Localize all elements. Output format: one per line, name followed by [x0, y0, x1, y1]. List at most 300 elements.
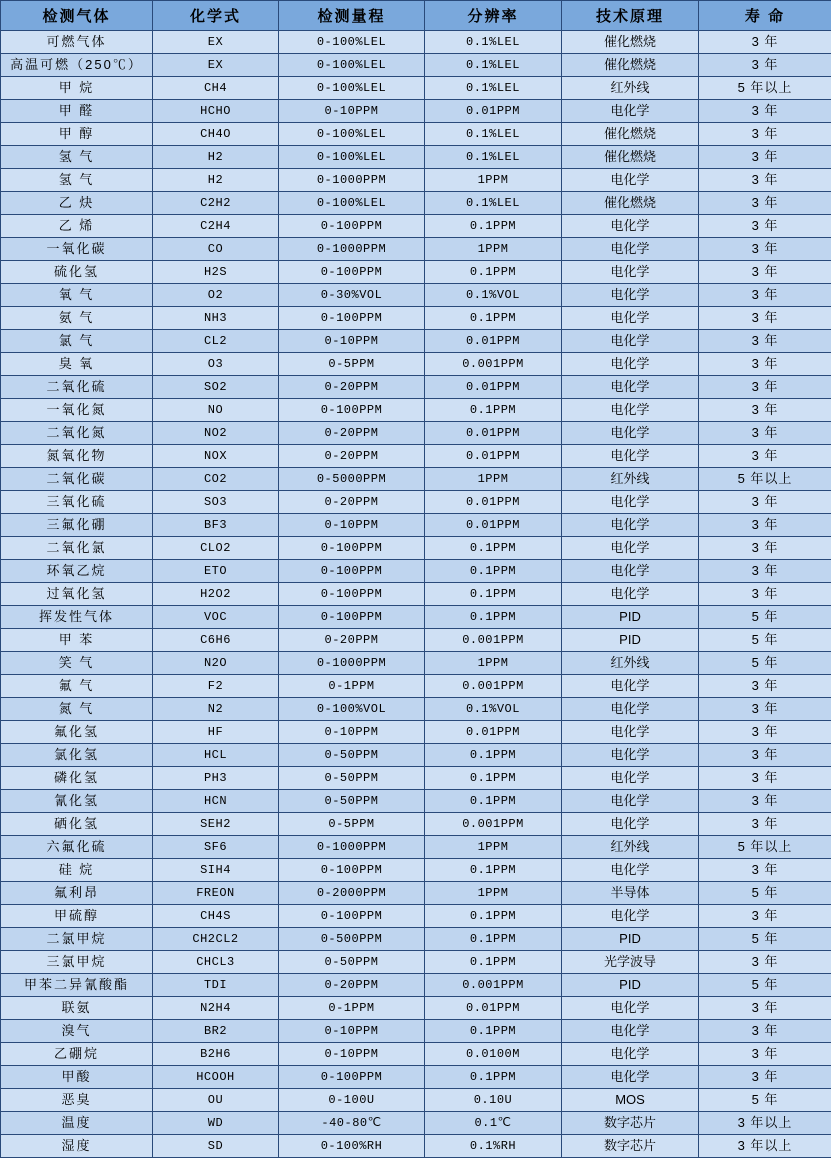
cell-technical-principle: 数字芯片	[562, 1135, 699, 1158]
cell-chemical-formula: HCN	[153, 790, 279, 813]
cell-resolution: 0.1PPM	[425, 1066, 562, 1089]
table-row	[1, 974, 831, 997]
cell-lifetime: 3 年	[699, 54, 831, 77]
cell-lifetime: 3 年	[699, 284, 831, 307]
cell-gas-name: 氯化氢	[1, 744, 153, 767]
cell-technical-principle: 数字芯片	[562, 1112, 699, 1135]
cell-detection-range: 0-20PPM	[279, 445, 425, 468]
cell-lifetime: 5 年以上	[699, 468, 831, 491]
cell-chemical-formula: EX	[153, 31, 279, 54]
table-row	[1, 399, 831, 422]
table-row	[1, 77, 831, 100]
table-row	[1, 54, 831, 77]
cell-chemical-formula: SF6	[153, 836, 279, 859]
cell-detection-range: 0-50PPM	[279, 790, 425, 813]
cell-chemical-formula: NOX	[153, 445, 279, 468]
cell-chemical-formula: HCL	[153, 744, 279, 767]
cell-chemical-formula: HF	[153, 721, 279, 744]
cell-gas-name: 一氧化碳	[1, 238, 153, 261]
cell-gas-name: 甲 醛	[1, 100, 153, 123]
cell-resolution: 0.1PPM	[425, 261, 562, 284]
cell-gas-name: 二氧化氮	[1, 422, 153, 445]
cell-technical-principle: 催化燃烧	[562, 54, 699, 77]
cell-gas-name: 氟 气	[1, 675, 153, 698]
cell-technical-principle: 电化学	[562, 790, 699, 813]
cell-chemical-formula: CLO2	[153, 537, 279, 560]
cell-technical-principle: 红外线	[562, 836, 699, 859]
cell-technical-principle: 红外线	[562, 77, 699, 100]
cell-technical-principle: 电化学	[562, 376, 699, 399]
cell-chemical-formula: ETO	[153, 560, 279, 583]
cell-chemical-formula: O3	[153, 353, 279, 376]
cell-detection-range: 0-100%LEL	[279, 31, 425, 54]
cell-detection-range: 0-10PPM	[279, 330, 425, 353]
table-header-row	[1, 1, 831, 31]
cell-lifetime: 3 年	[699, 192, 831, 215]
cell-technical-principle: 电化学	[562, 284, 699, 307]
cell-chemical-formula: C2H4	[153, 215, 279, 238]
table-row	[1, 1089, 831, 1112]
cell-detection-range: 0-20PPM	[279, 376, 425, 399]
cell-gas-name: 氮 气	[1, 698, 153, 721]
cell-resolution: 0.1PPM	[425, 537, 562, 560]
cell-chemical-formula: VOC	[153, 606, 279, 629]
cell-lifetime: 3 年	[699, 100, 831, 123]
cell-chemical-formula: EX	[153, 54, 279, 77]
cell-lifetime: 3 年	[699, 560, 831, 583]
cell-detection-range: 0-100%LEL	[279, 146, 425, 169]
cell-lifetime: 3 年	[699, 790, 831, 813]
cell-gas-name: 三氧化硫	[1, 491, 153, 514]
cell-lifetime: 3 年	[699, 353, 831, 376]
cell-resolution: 0.1PPM	[425, 928, 562, 951]
cell-chemical-formula: O2	[153, 284, 279, 307]
cell-lifetime: 3 年	[699, 215, 831, 238]
cell-chemical-formula: PH3	[153, 767, 279, 790]
cell-resolution: 1PPM	[425, 836, 562, 859]
cell-resolution: 0.1PPM	[425, 307, 562, 330]
cell-detection-range: 0-100PPM	[279, 583, 425, 606]
cell-lifetime: 3 年	[699, 399, 831, 422]
cell-gas-name: 挥发性气体	[1, 606, 153, 629]
cell-chemical-formula: HCHO	[153, 100, 279, 123]
cell-lifetime: 3 年	[699, 445, 831, 468]
cell-detection-range: 0-100PPM	[279, 537, 425, 560]
cell-technical-principle: 红外线	[562, 468, 699, 491]
table-row	[1, 928, 831, 951]
cell-detection-range: 0-100%LEL	[279, 77, 425, 100]
cell-detection-range: 0-10PPM	[279, 514, 425, 537]
cell-detection-range: 0-1000PPM	[279, 836, 425, 859]
cell-chemical-formula: CO2	[153, 468, 279, 491]
cell-resolution: 0.1%RH	[425, 1135, 562, 1158]
cell-chemical-formula: CH4	[153, 77, 279, 100]
table-row	[1, 1135, 831, 1158]
table-row	[1, 169, 831, 192]
cell-technical-principle: PID	[562, 928, 699, 951]
cell-resolution: 0.1%LEL	[425, 54, 562, 77]
cell-chemical-formula: BF3	[153, 514, 279, 537]
cell-gas-name: 恶臭	[1, 1089, 153, 1112]
cell-resolution: 0.1PPM	[425, 1020, 562, 1043]
table-row	[1, 882, 831, 905]
cell-resolution: 0.1PPM	[425, 905, 562, 928]
cell-technical-principle: 催化燃烧	[562, 123, 699, 146]
cell-gas-name: 臭 氧	[1, 353, 153, 376]
cell-lifetime: 3 年	[699, 307, 831, 330]
cell-chemical-formula: CH2CL2	[153, 928, 279, 951]
cell-chemical-formula: H2	[153, 169, 279, 192]
table-row	[1, 1020, 831, 1043]
table-row	[1, 445, 831, 468]
cell-resolution: 0.0100M	[425, 1043, 562, 1066]
cell-gas-name: 甲 苯	[1, 629, 153, 652]
cell-detection-range: 0-100PPM	[279, 307, 425, 330]
cell-chemical-formula: NO	[153, 399, 279, 422]
cell-technical-principle: 电化学	[562, 744, 699, 767]
cell-technical-principle: 电化学	[562, 100, 699, 123]
cell-resolution: 0.01PPM	[425, 721, 562, 744]
cell-lifetime: 5 年以上	[699, 836, 831, 859]
cell-lifetime: 3 年	[699, 859, 831, 882]
cell-detection-range: 0-50PPM	[279, 951, 425, 974]
cell-resolution: 0.1PPM	[425, 744, 562, 767]
table-row	[1, 468, 831, 491]
cell-gas-name: 三氯甲烷	[1, 951, 153, 974]
table-row	[1, 1112, 831, 1135]
cell-technical-principle: 电化学	[562, 422, 699, 445]
table-header	[1, 1, 831, 31]
cell-gas-name: 二氯甲烷	[1, 928, 153, 951]
cell-detection-range: 0-20PPM	[279, 629, 425, 652]
cell-lifetime: 3 年	[699, 330, 831, 353]
cell-gas-name: 笑 气	[1, 652, 153, 675]
cell-detection-range: 0-100PPM	[279, 261, 425, 284]
table-row	[1, 192, 831, 215]
cell-resolution: 0.10U	[425, 1089, 562, 1112]
cell-gas-name: 乙 烯	[1, 215, 153, 238]
cell-gas-name: 环氧乙烷	[1, 560, 153, 583]
cell-detection-range: 0-2000PPM	[279, 882, 425, 905]
table-row	[1, 146, 831, 169]
cell-resolution: 1PPM	[425, 169, 562, 192]
cell-technical-principle: 电化学	[562, 330, 699, 353]
cell-chemical-formula: N2H4	[153, 997, 279, 1020]
cell-technical-principle: 电化学	[562, 169, 699, 192]
cell-gas-name: 乙 炔	[1, 192, 153, 215]
cell-technical-principle: 电化学	[562, 514, 699, 537]
cell-detection-range: 0-100PPM	[279, 606, 425, 629]
cell-lifetime: 3 年	[699, 1066, 831, 1089]
cell-detection-range: 0-20PPM	[279, 974, 425, 997]
cell-detection-range: 0-1000PPM	[279, 652, 425, 675]
cell-detection-range: 0-1PPM	[279, 675, 425, 698]
cell-lifetime: 5 年	[699, 606, 831, 629]
cell-lifetime: 3 年	[699, 376, 831, 399]
cell-technical-principle: 催化燃烧	[562, 192, 699, 215]
cell-resolution: 0.01PPM	[425, 100, 562, 123]
cell-technical-principle: 电化学	[562, 698, 699, 721]
table-row	[1, 675, 831, 698]
cell-technical-principle: PID	[562, 606, 699, 629]
cell-gas-name: 过氧化氢	[1, 583, 153, 606]
cell-chemical-formula: TDI	[153, 974, 279, 997]
cell-resolution: 1PPM	[425, 238, 562, 261]
cell-resolution: 0.001PPM	[425, 675, 562, 698]
cell-detection-range: 0-100PPM	[279, 560, 425, 583]
cell-technical-principle: 电化学	[562, 997, 699, 1020]
cell-resolution: 0.1%VOL	[425, 698, 562, 721]
cell-gas-name: 氢 气	[1, 169, 153, 192]
cell-chemical-formula: CHCL3	[153, 951, 279, 974]
cell-resolution: 0.01PPM	[425, 376, 562, 399]
cell-detection-range: 0-100%VOL	[279, 698, 425, 721]
cell-technical-principle: 电化学	[562, 445, 699, 468]
cell-technical-principle: 电化学	[562, 399, 699, 422]
column-header-gas: 检测气体	[1, 1, 153, 31]
cell-resolution: 0.01PPM	[425, 491, 562, 514]
cell-lifetime: 3 年	[699, 1020, 831, 1043]
cell-detection-range: 0-5PPM	[279, 353, 425, 376]
cell-resolution: 0.1%LEL	[425, 123, 562, 146]
cell-detection-range: 0-10PPM	[279, 100, 425, 123]
cell-chemical-formula: FREON	[153, 882, 279, 905]
cell-technical-principle: 光学波导	[562, 951, 699, 974]
cell-detection-range: 0-500PPM	[279, 928, 425, 951]
cell-lifetime: 5 年	[699, 1089, 831, 1112]
cell-detection-range: 0-100PPM	[279, 215, 425, 238]
cell-lifetime: 3 年	[699, 146, 831, 169]
cell-gas-name: 氰化氢	[1, 790, 153, 813]
cell-detection-range: 0-1000PPM	[279, 238, 425, 261]
cell-gas-name: 硒化氢	[1, 813, 153, 836]
cell-technical-principle: 电化学	[562, 215, 699, 238]
cell-detection-range: 0-100PPM	[279, 859, 425, 882]
cell-resolution: 0.1PPM	[425, 606, 562, 629]
cell-lifetime: 3 年	[699, 744, 831, 767]
cell-technical-principle: 半导体	[562, 882, 699, 905]
cell-lifetime: 3 年以上	[699, 1112, 831, 1135]
cell-chemical-formula: OU	[153, 1089, 279, 1112]
cell-technical-principle: 电化学	[562, 767, 699, 790]
cell-chemical-formula: NH3	[153, 307, 279, 330]
cell-resolution: 0.1PPM	[425, 951, 562, 974]
cell-gas-name: 乙硼烷	[1, 1043, 153, 1066]
cell-detection-range: 0-10PPM	[279, 721, 425, 744]
cell-technical-principle: 红外线	[562, 652, 699, 675]
cell-technical-principle: 电化学	[562, 261, 699, 284]
cell-detection-range: 0-5000PPM	[279, 468, 425, 491]
cell-technical-principle: 电化学	[562, 353, 699, 376]
cell-chemical-formula: CH4O	[153, 123, 279, 146]
table-row	[1, 1043, 831, 1066]
cell-chemical-formula: H2S	[153, 261, 279, 284]
cell-gas-name: 高温可燃（250℃）	[1, 54, 153, 77]
cell-gas-name: 甲 醇	[1, 123, 153, 146]
cell-resolution: 1PPM	[425, 652, 562, 675]
cell-detection-range: 0-30%VOL	[279, 284, 425, 307]
cell-resolution: 0.001PPM	[425, 353, 562, 376]
cell-technical-principle: 催化燃烧	[562, 146, 699, 169]
cell-chemical-formula: CO	[153, 238, 279, 261]
cell-detection-range: 0-100PPM	[279, 399, 425, 422]
cell-technical-principle: 电化学	[562, 1043, 699, 1066]
table-row	[1, 560, 831, 583]
table-row	[1, 767, 831, 790]
cell-detection-range: 0-100%LEL	[279, 192, 425, 215]
table-row	[1, 491, 831, 514]
cell-technical-principle: 电化学	[562, 1020, 699, 1043]
cell-detection-range: 0-20PPM	[279, 422, 425, 445]
cell-resolution: 0.1%VOL	[425, 284, 562, 307]
table-row	[1, 652, 831, 675]
table-row	[1, 100, 831, 123]
cell-gas-name: 六氟化硫	[1, 836, 153, 859]
cell-technical-principle: 电化学	[562, 491, 699, 514]
table-row	[1, 31, 831, 54]
table-row	[1, 353, 831, 376]
cell-resolution: 0.1℃	[425, 1112, 562, 1135]
table-row	[1, 721, 831, 744]
table-row	[1, 698, 831, 721]
cell-resolution: 1PPM	[425, 468, 562, 491]
table-row	[1, 123, 831, 146]
cell-lifetime: 3 年	[699, 997, 831, 1020]
column-header-range: 检测量程	[279, 1, 425, 31]
cell-chemical-formula: B2H6	[153, 1043, 279, 1066]
cell-chemical-formula: NO2	[153, 422, 279, 445]
cell-lifetime: 3 年	[699, 951, 831, 974]
cell-chemical-formula: H2	[153, 146, 279, 169]
column-header-formula: 化学式	[153, 1, 279, 31]
cell-technical-principle: PID	[562, 974, 699, 997]
cell-resolution: 0.1PPM	[425, 560, 562, 583]
cell-lifetime: 3 年	[699, 721, 831, 744]
cell-resolution: 0.01PPM	[425, 445, 562, 468]
table-row	[1, 905, 831, 928]
table-row	[1, 859, 831, 882]
cell-lifetime: 3 年	[699, 238, 831, 261]
table-row	[1, 537, 831, 560]
table-row	[1, 951, 831, 974]
cell-lifetime: 5 年	[699, 652, 831, 675]
table-row	[1, 790, 831, 813]
cell-lifetime: 3 年	[699, 1043, 831, 1066]
cell-lifetime: 3 年	[699, 31, 831, 54]
cell-detection-range: 0-100PPM	[279, 905, 425, 928]
cell-technical-principle: 电化学	[562, 905, 699, 928]
cell-technical-principle: 电化学	[562, 675, 699, 698]
table-body	[1, 31, 831, 1158]
cell-gas-name: 一氧化氮	[1, 399, 153, 422]
table-row	[1, 813, 831, 836]
cell-technical-principle: 催化燃烧	[562, 31, 699, 54]
cell-resolution: 0.001PPM	[425, 629, 562, 652]
cell-resolution: 0.01PPM	[425, 514, 562, 537]
cell-detection-range: 0-50PPM	[279, 744, 425, 767]
cell-chemical-formula: SO2	[153, 376, 279, 399]
cell-lifetime: 5 年	[699, 882, 831, 905]
cell-chemical-formula: N2	[153, 698, 279, 721]
table-row	[1, 997, 831, 1020]
cell-gas-name: 甲苯二异氰酸酯	[1, 974, 153, 997]
cell-chemical-formula: HCOOH	[153, 1066, 279, 1089]
cell-chemical-formula: H2O2	[153, 583, 279, 606]
cell-gas-name: 氯 气	[1, 330, 153, 353]
cell-detection-range: 0-100%LEL	[279, 123, 425, 146]
cell-resolution: 0.1PPM	[425, 767, 562, 790]
table-row	[1, 744, 831, 767]
cell-resolution: 0.1%LEL	[425, 146, 562, 169]
cell-detection-range: 0-10PPM	[279, 1043, 425, 1066]
cell-lifetime: 3 年	[699, 261, 831, 284]
cell-resolution: 0.01PPM	[425, 422, 562, 445]
table-row	[1, 376, 831, 399]
table-row	[1, 307, 831, 330]
cell-detection-range: 0-1PPM	[279, 997, 425, 1020]
column-header-resolution: 分辨率	[425, 1, 562, 31]
table-row	[1, 261, 831, 284]
table-row	[1, 606, 831, 629]
table-row	[1, 836, 831, 859]
cell-gas-name: 联氨	[1, 997, 153, 1020]
cell-lifetime: 3 年	[699, 583, 831, 606]
cell-chemical-formula: CH4S	[153, 905, 279, 928]
cell-detection-range: 0-5PPM	[279, 813, 425, 836]
table-row	[1, 1066, 831, 1089]
cell-lifetime: 5 年	[699, 629, 831, 652]
cell-gas-name: 氮氧化物	[1, 445, 153, 468]
cell-detection-range: 0-100U	[279, 1089, 425, 1112]
cell-lifetime: 3 年	[699, 537, 831, 560]
cell-resolution: 0.1PPM	[425, 859, 562, 882]
cell-gas-name: 可燃气体	[1, 31, 153, 54]
cell-chemical-formula: C2H2	[153, 192, 279, 215]
cell-resolution: 0.1%LEL	[425, 77, 562, 100]
cell-gas-name: 氟化氢	[1, 721, 153, 744]
cell-chemical-formula: SO3	[153, 491, 279, 514]
cell-detection-range: 0-100%LEL	[279, 54, 425, 77]
cell-technical-principle: 电化学	[562, 583, 699, 606]
cell-chemical-formula: F2	[153, 675, 279, 698]
cell-gas-name: 二氧化硫	[1, 376, 153, 399]
cell-detection-range: 0-100%RH	[279, 1135, 425, 1158]
cell-gas-name: 氢 气	[1, 146, 153, 169]
cell-gas-name: 溴气	[1, 1020, 153, 1043]
cell-gas-name: 湿度	[1, 1135, 153, 1158]
cell-resolution: 0.01PPM	[425, 997, 562, 1020]
cell-chemical-formula: SIH4	[153, 859, 279, 882]
table-row	[1, 583, 831, 606]
cell-resolution: 0.001PPM	[425, 813, 562, 836]
cell-technical-principle: 电化学	[562, 537, 699, 560]
cell-lifetime: 3 年	[699, 675, 831, 698]
cell-lifetime: 3 年	[699, 813, 831, 836]
cell-resolution: 0.001PPM	[425, 974, 562, 997]
cell-resolution: 0.1PPM	[425, 790, 562, 813]
cell-technical-principle: 电化学	[562, 238, 699, 261]
cell-gas-name: 温度	[1, 1112, 153, 1135]
cell-detection-range: 0-1000PPM	[279, 169, 425, 192]
cell-technical-principle: PID	[562, 629, 699, 652]
cell-chemical-formula: C6H6	[153, 629, 279, 652]
cell-resolution: 0.1PPM	[425, 583, 562, 606]
cell-lifetime: 3 年	[699, 123, 831, 146]
table-row	[1, 422, 831, 445]
cell-gas-name: 磷化氢	[1, 767, 153, 790]
table-row	[1, 284, 831, 307]
cell-lifetime: 5 年	[699, 928, 831, 951]
